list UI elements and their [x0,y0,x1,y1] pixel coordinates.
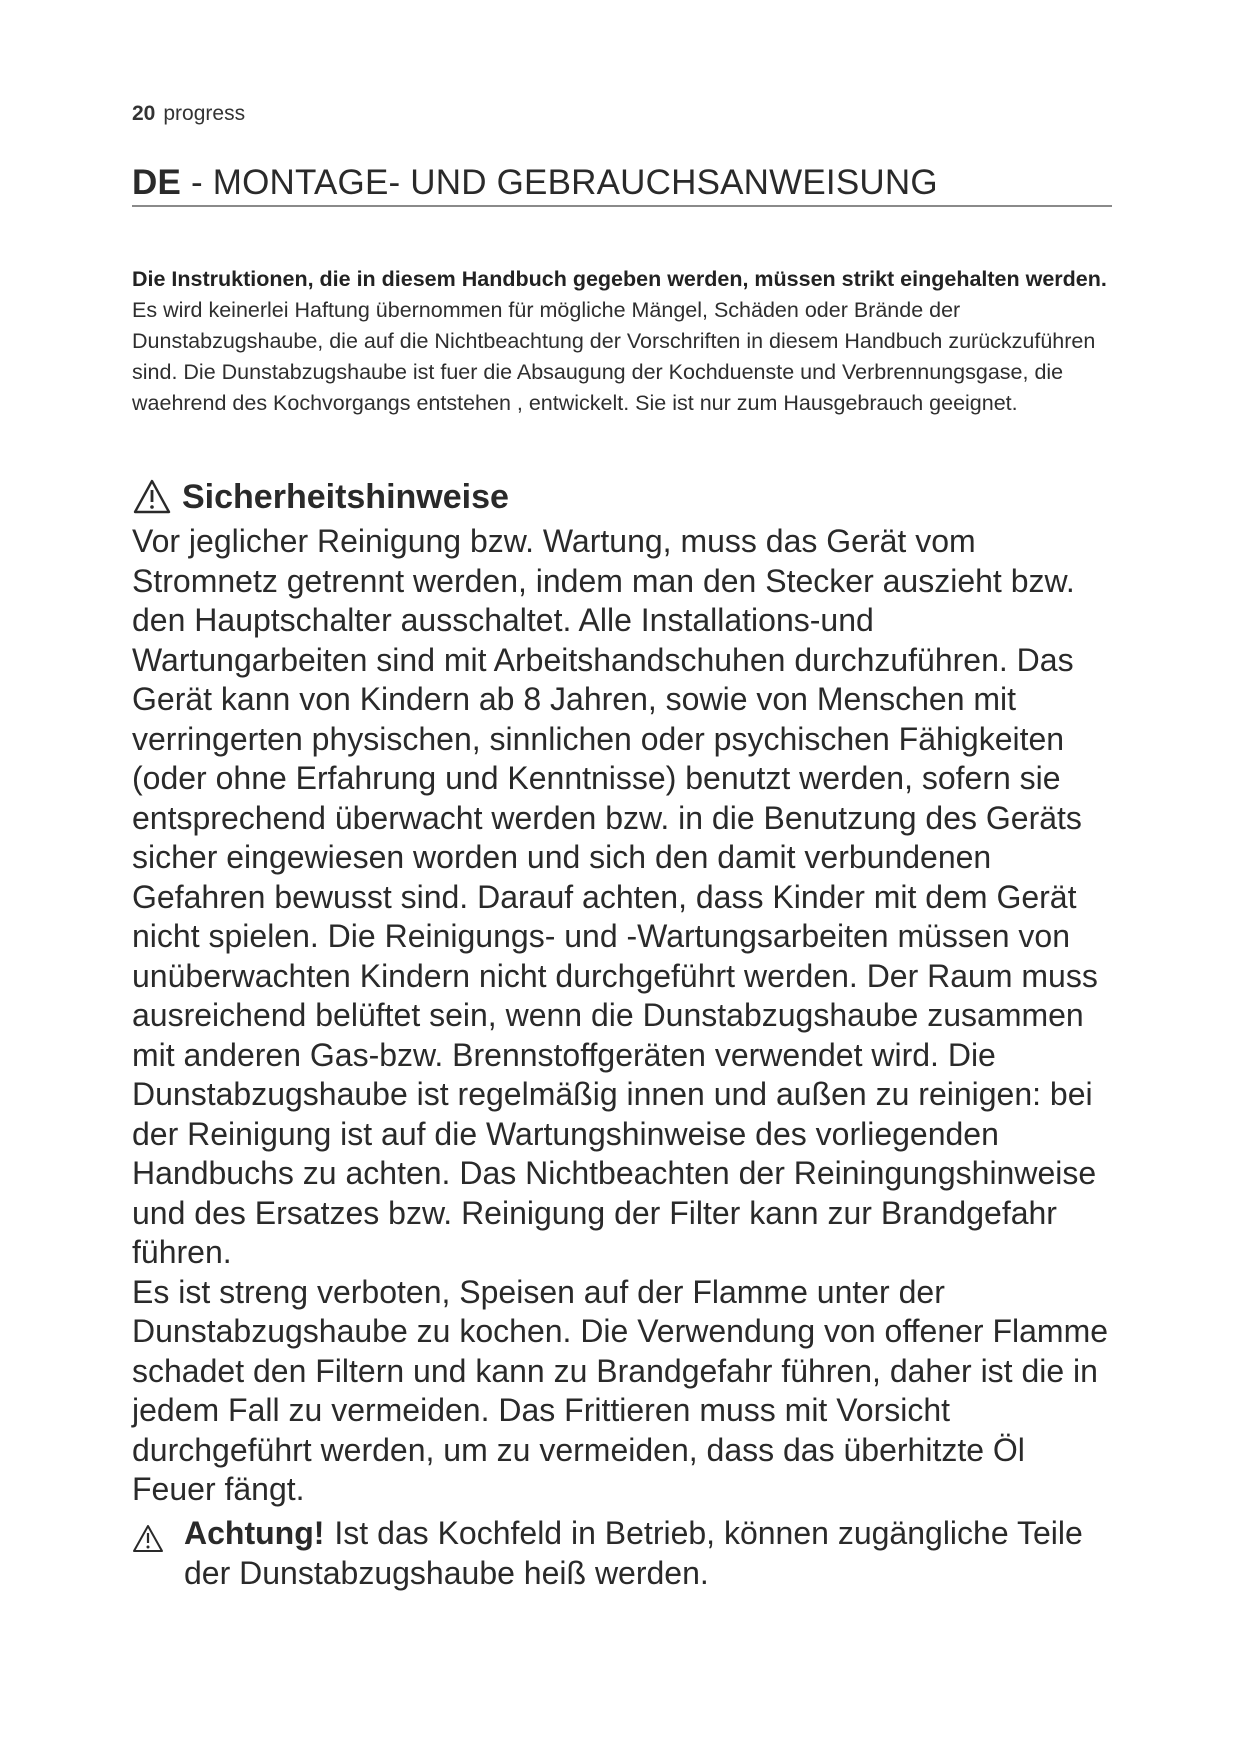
intro-normal-text: Es wird keinerlei Haftung übernommen für mögliche Mängel, Schäden oder Brände der Dunstabzugshaube, die auf die Nichtbeachtung der Vorschriften in diesem Handbuch zurückzuführen sind. Die Dunstabzugshaube ist fuer die Absaugung der Kochduenste und Verbrennungsgase, die waehrend des Kochvorgangs entstehen , entwickelt. Sie ist nur zum Hausgebrauch geeignet. [132,298,1096,415]
title-divider [132,205,1112,207]
safety-body [132,522,1117,1510]
safety-heading-label: Sicherheitshinweise [182,478,509,516]
page-header [132,102,245,126]
section-title [132,163,1112,203]
caution-text: Ist das Kochfeld in Betrieb, können zugängliche Teile der Dunstabzugshaube heiß werden. [184,1515,1083,1591]
safety-paragraph-1: Vor jeglicher Reinigung bzw. Wartung, muss das Gerät vom Stromnetz getrennt werden, indem man den Stecker auszieht bzw. den Hauptschalter ausschaltet. Alle Installations-und Wartungarbeiten sind mit Arbeitshandschuhen durchzuführen. Das Gerät kann von Kindern ab 8 Jahren, sowie von Menschen mit verringerten physischen, sinnlichen oder psychischen Fähigkeiten (oder ohne Erfahrung und Kenntnisse) benutzt werden, sofern sie entsprechend überwacht werden bzw. in die Benutzung des Geräts sicher eingewiesen worden und sich den damit verbundenen Gefahren bewusst sind. Darauf achten, dass Kinder mit dem Gerät nicht spielen. Die Reinigungs- und -Wartungsarbeiten müssen von unüberwachten Kindern nicht durchgeführt werden. Der Raum muss ausreichend belüftet sein, wenn die Dunstabzugshaube zusammen mit anderen Gas-bzw. Brennstoffgeräten verwendet wird. Die Dunstabzugshaube ist regelmäßig innen und außen zu reinigen: bei der Reinigung ist auf die Wartungshinweise des vorliegenden Handbuchs zu achten. Das Nichtbeachten der Reiningungshinweise und des Ersatzes bzw. Reinigung der Filter kann zur Brandgefahr führen. [132,523,1098,1270]
safety-heading [132,478,1112,524]
warning-triangle-small-icon [132,1524,164,1554]
intro-bold-text: Die Instruktionen, die in diesem Handbuch gegeben werden, müssen strikt eingehalten werden. [132,267,1107,291]
language-code: DE [132,163,182,202]
caution-label: Achtung! [184,1515,325,1551]
warning-triangle-icon [132,478,172,516]
intro-paragraph [132,264,1112,419]
section-title-text: - MONTAGE- UND GEBRAUCHSANWEISUNG [181,163,938,202]
page-number: 20 [132,102,156,125]
brand-name: progress [163,102,246,125]
caution-text-block [184,1514,1114,1593]
safety-paragraph-2: Es ist streng verboten, Speisen auf der Flamme unter der Dunstabzugshaube zu kochen. Die Verwendung von offener Flamme schadet den Filtern und kann zu Brandgefahr führen, daher ist die in jedem Fall zu vermeiden. Das Frittieren muss mit Vorsicht durchgeführt werden, um zu vermeiden, dass das überhitzte Öl Feuer fängt. [132,1273,1109,1507]
